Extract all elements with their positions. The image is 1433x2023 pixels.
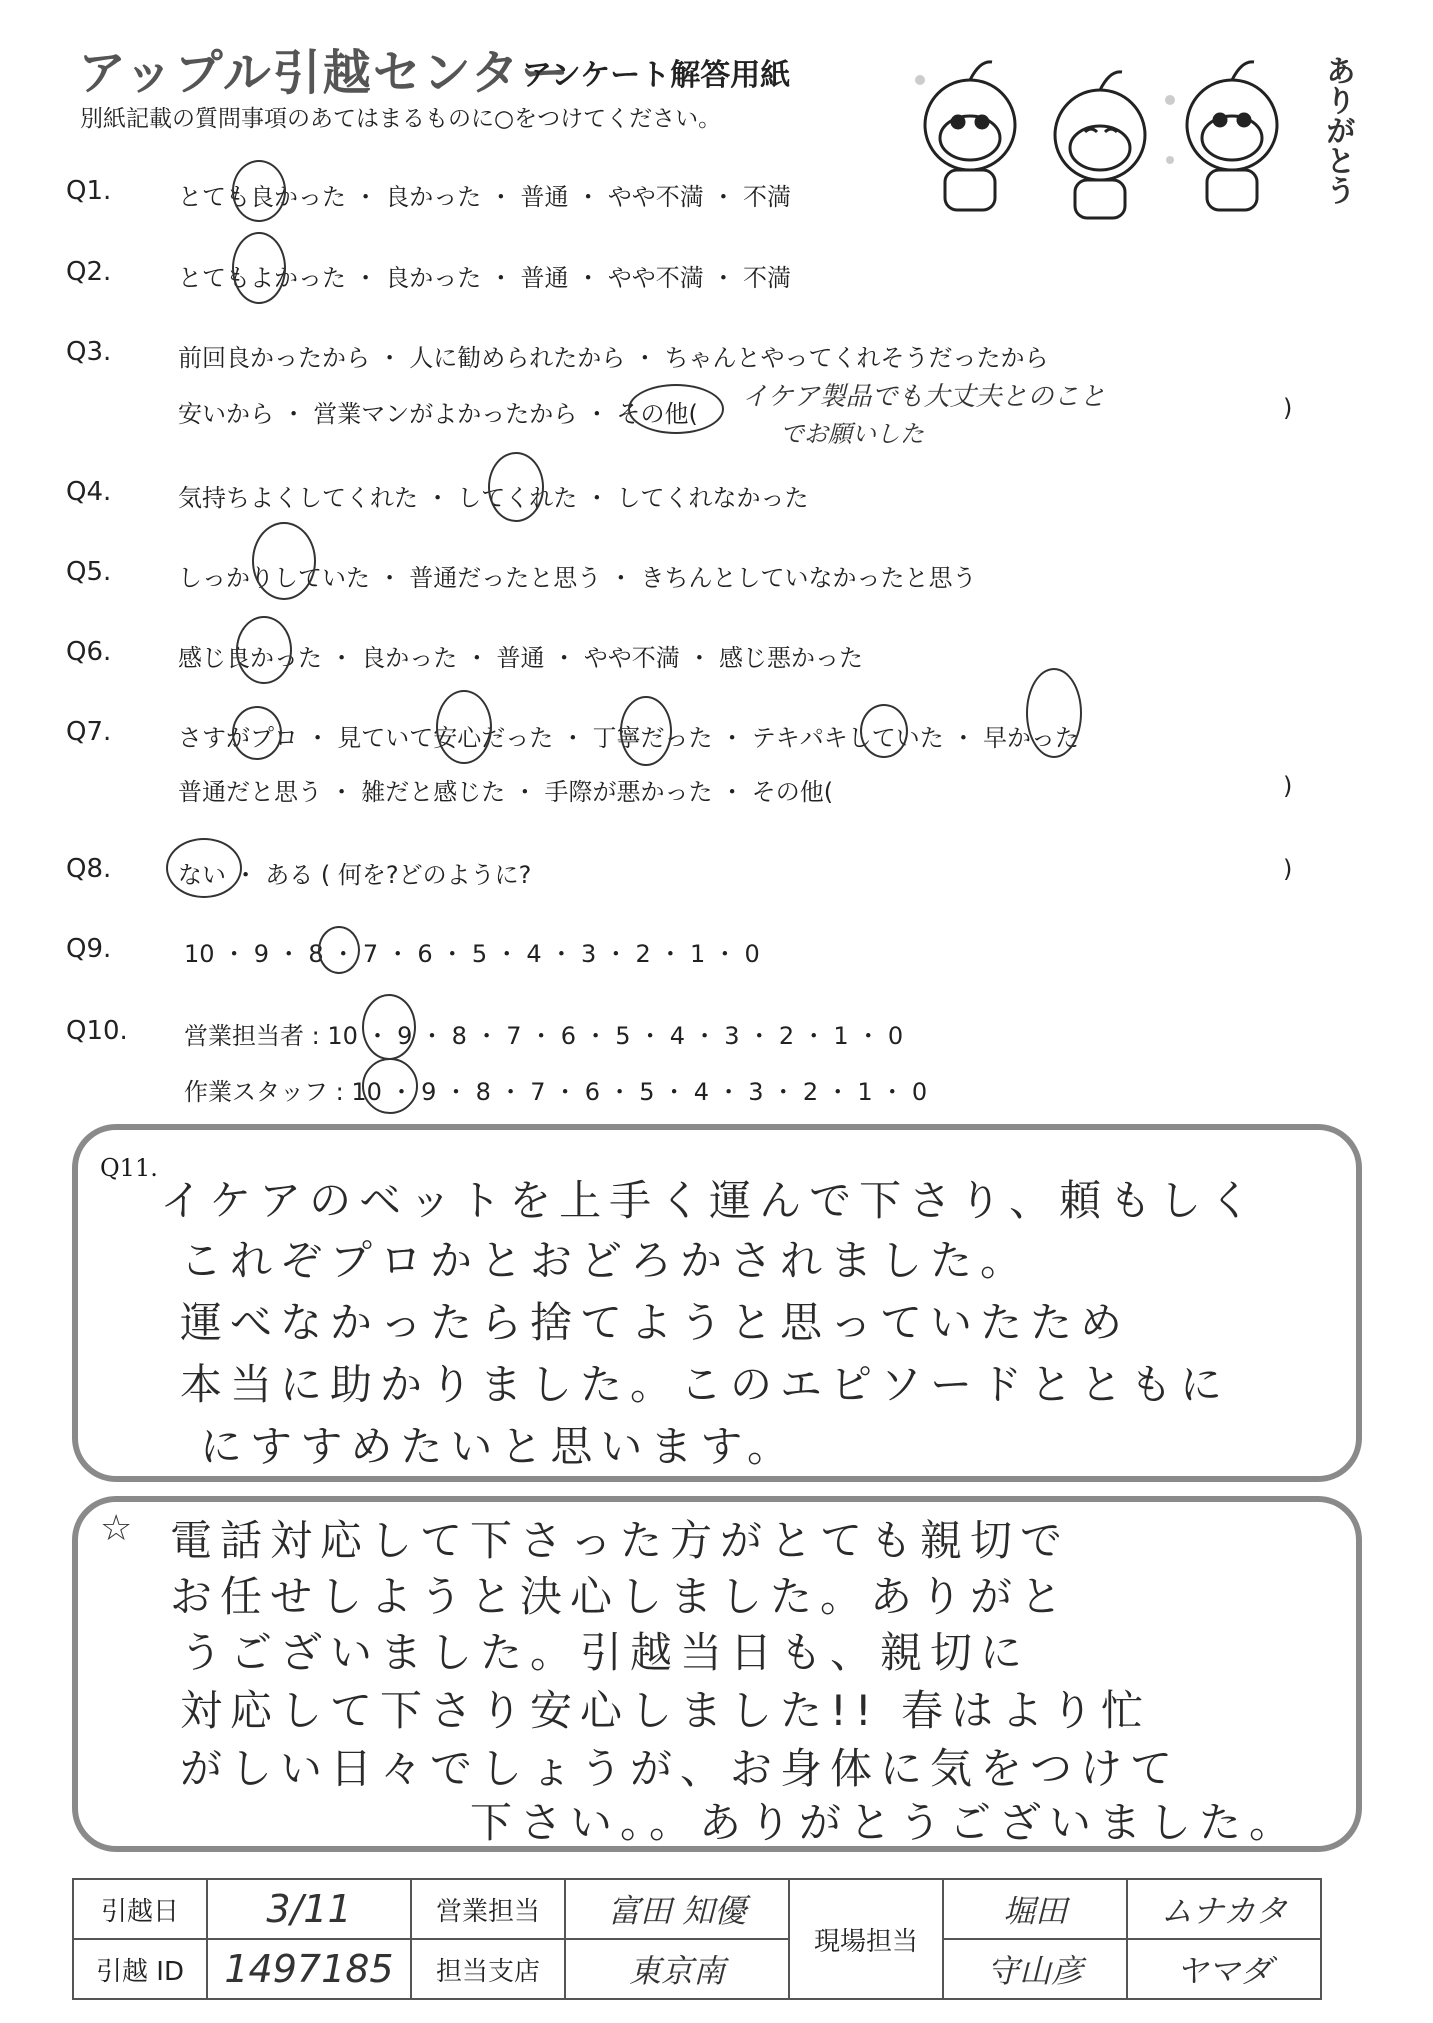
star-line-5: がしい日々でしょうが、お身体に気をつけて bbox=[180, 1744, 1181, 1793]
q5-label: Q5. bbox=[66, 557, 112, 587]
q11-line-2: これぞプロかとおどろかされました。 bbox=[180, 1236, 1031, 1285]
q7-options-line2[interactable]: 普通だと思う ・ 雑だと感じた ・ 手際が悪かった ・ その他( bbox=[178, 778, 834, 806]
q7-options-line1[interactable]: さすがプロ ・ 見ていて安心だった ・ 丁寧だった ・ テキパキしていた ・ 早かった bbox=[178, 724, 1080, 752]
site-staff-1: 堀田 bbox=[943, 1879, 1127, 1939]
q3-paren-close: ) bbox=[1283, 394, 1293, 422]
branch-label: 担当支店 bbox=[411, 1939, 565, 1999]
move-id-label: 引越 ID bbox=[73, 1939, 207, 1999]
star-line-1: 電話対応して下さった方がとても親切で bbox=[170, 1516, 1071, 1565]
q3-options-line2[interactable]: 安いから ・ 営業マンがよかったから ・ その他( bbox=[178, 400, 698, 428]
instructions: 別紙記載の質問事項のあてはまるものに○をつけてください。 bbox=[80, 106, 722, 132]
move-date-value: 3/11 bbox=[207, 1879, 411, 1939]
star-line-2: お任せしようと決心しました。ありがと bbox=[170, 1572, 1071, 1621]
q2-answer-circle bbox=[232, 232, 286, 304]
q7-circle-hayakatta bbox=[1026, 668, 1082, 758]
star-line-6: 下さい。。ありがとうございました。 bbox=[470, 1798, 1300, 1847]
sales-rep-label: 営業担当 bbox=[411, 1879, 565, 1939]
q5-options[interactable]: しっかりしていた ・ 普通だったと思う ・ きちんとしていなかったと思う bbox=[178, 564, 977, 592]
site-staff-3: 守山彦 bbox=[943, 1939, 1127, 1999]
q1-label: Q1. bbox=[66, 176, 112, 206]
site-staff-label: 現場担当 bbox=[789, 1879, 943, 1999]
q11-line-1: イケアのベットを上手く運んで下さり、頼もしく bbox=[160, 1176, 1260, 1225]
site-staff-2: ムナカタ bbox=[1127, 1879, 1321, 1939]
mascot-text: ありがとう bbox=[1320, 55, 1355, 205]
q9-answer-circle bbox=[318, 926, 360, 974]
star-line-4: 対応して下さり安心しました!! 春はより忙 bbox=[180, 1686, 1152, 1735]
q10-staff-circle bbox=[362, 1058, 418, 1114]
q4-answer-circle bbox=[488, 452, 544, 522]
site-staff-4: ヤマダ bbox=[1127, 1939, 1321, 1999]
q7-circle-pro bbox=[232, 706, 282, 760]
q9-options[interactable]: 10 ・ 9 ・ 8 ・ 7 ・ 6 ・ 5 ・ 4 ・ 3 ・ 2 ・ 1 ・ 0 bbox=[184, 940, 760, 968]
q10-staff-options[interactable]: 作業スタッフ : 10 ・ 9 ・ 8 ・ 7 ・ 6 ・ 5 ・ 4 ・ 3 ・ 2 ・ 1 ・ 0 bbox=[184, 1078, 928, 1106]
q5-answer-circle bbox=[252, 522, 316, 600]
q11-label: Q11. bbox=[100, 1154, 158, 1182]
star-line-3: うございました。引越当日も、親切に bbox=[180, 1628, 1031, 1677]
star-icon: ☆ bbox=[100, 1508, 133, 1549]
sales-rep-value: 富田 知優 bbox=[565, 1879, 789, 1939]
q3-options-line1[interactable]: 前回良かったから ・ 人に勧められたから ・ ちゃんとやってくれそうだったから bbox=[178, 344, 1049, 372]
q3-handwritten-2: でお願いした bbox=[780, 420, 924, 448]
q2-options[interactable]: とてもよかった ・ 良かった ・ 普通 ・ やや不満 ・ 不満 bbox=[178, 264, 792, 292]
q3-label: Q3. bbox=[66, 337, 112, 367]
q10-sales-circle bbox=[362, 994, 416, 1060]
q4-label: Q4. bbox=[66, 477, 112, 507]
q7-circle-teinei bbox=[620, 696, 672, 766]
form-subtitle: アンケート解答用紙 bbox=[522, 58, 791, 93]
q8-options[interactable]: ない ・ ある ( 何を?どのように? bbox=[178, 861, 532, 889]
q3-handwritten-1: イケア製品でも大丈夫とのこと bbox=[742, 382, 1106, 412]
q8-label: Q8. bbox=[66, 854, 112, 884]
company-title: アップル引越センター bbox=[78, 45, 571, 101]
q6-label: Q6. bbox=[66, 637, 112, 667]
q8-paren-close: ) bbox=[1283, 855, 1293, 883]
q7-paren-close: ) bbox=[1283, 772, 1293, 800]
q11-line-4: 本当に助かりました。このエピソードとともに bbox=[180, 1360, 1231, 1409]
q3-answer-circle bbox=[628, 384, 724, 434]
q9-label: Q9. bbox=[66, 934, 112, 964]
q10-label: Q10. bbox=[66, 1016, 128, 1046]
q2-label: Q2. bbox=[66, 257, 112, 287]
branch-value: 東京南 bbox=[565, 1939, 789, 1999]
q6-options[interactable]: 感じ良かった ・ 良かった ・ 普通 ・ やや不満 ・ 感じ悪かった bbox=[178, 644, 864, 672]
q8-answer-circle bbox=[166, 838, 242, 898]
q1-options[interactable]: とても良かった ・ 良かった ・ 普通 ・ やや不満 ・ 不満 bbox=[178, 183, 792, 211]
move-info-table bbox=[72, 1878, 1322, 2000]
q6-answer-circle bbox=[236, 616, 292, 684]
mascot-illustration bbox=[880, 40, 1360, 220]
q10-sales-options[interactable]: 営業担当者 : 10 ・ 9 ・ 8 ・ 7 ・ 6 ・ 5 ・ 4 ・ 3 ・ 2 ・ 1 ・ 0 bbox=[184, 1022, 904, 1050]
q11-line-5: にすすめたいと思います。 bbox=[200, 1422, 798, 1471]
q7-label: Q7. bbox=[66, 717, 112, 747]
q1-answer-circle bbox=[232, 160, 286, 222]
q7-circle-tekipaki bbox=[860, 704, 908, 758]
q7-circle-anshin bbox=[436, 690, 492, 764]
move-id-value: 1497185 bbox=[207, 1939, 411, 1999]
q4-options[interactable]: 気持ちよくしてくれた ・ してくれた ・ してくれなかった bbox=[178, 484, 809, 512]
move-date-label: 引越日 bbox=[73, 1879, 207, 1939]
q11-line-3: 運べなかったら捨てようと思っていたため bbox=[180, 1298, 1131, 1347]
